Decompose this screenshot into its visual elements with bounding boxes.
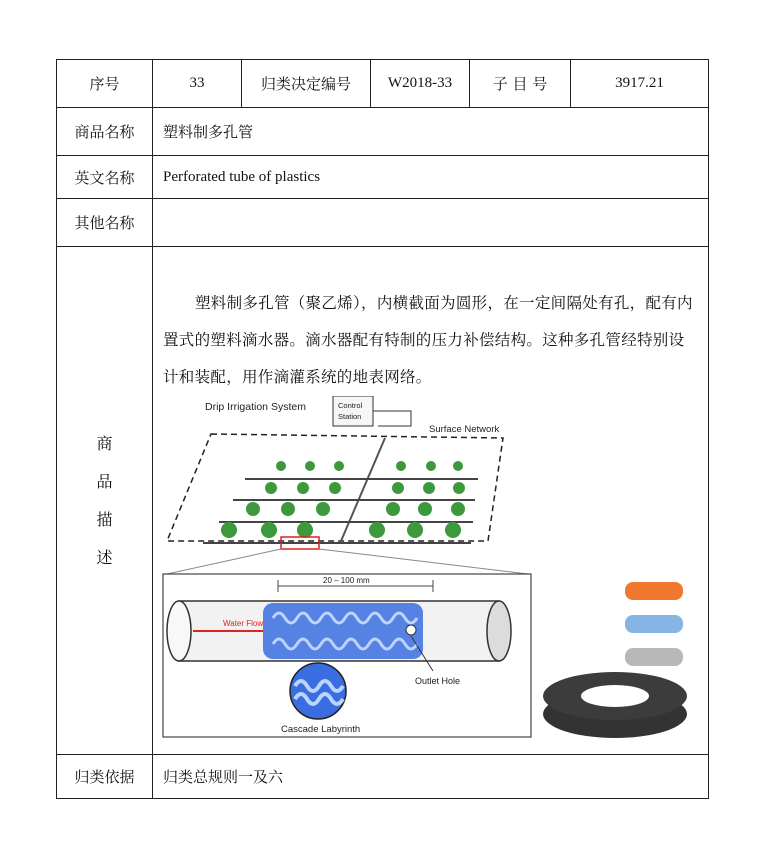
cascade-label: Cascade Labyrinth <box>281 724 361 735</box>
plant-icon <box>281 502 295 516</box>
other-value <box>153 199 709 247</box>
plant-icon <box>396 461 406 471</box>
control-line <box>373 411 411 426</box>
product-illustration <box>153 396 708 746</box>
other-label: 其他名称 <box>57 199 153 247</box>
gray-emitter <box>625 648 683 666</box>
emitter-body <box>263 603 423 659</box>
seq-label: 序号 <box>57 60 153 108</box>
plant-icon <box>329 482 341 494</box>
pipe-end <box>167 601 191 661</box>
outlet-hole-label: Outlet Hole <box>415 676 461 686</box>
plant-icon <box>418 502 432 516</box>
row-english <box>57 156 709 199</box>
plant-icon <box>297 522 313 538</box>
plant-icon <box>276 461 286 471</box>
plant-icon <box>386 502 400 516</box>
plant-icon <box>407 522 423 538</box>
decision-value: W2018-33 <box>371 60 470 108</box>
subheading-label: 子 目 号 <box>470 60 571 108</box>
plant-icon <box>334 461 344 471</box>
outlet-hole-icon <box>406 625 416 635</box>
plant-icon <box>297 482 309 494</box>
seq-value: 33 <box>153 60 242 108</box>
row-header <box>57 60 709 108</box>
plant-icon <box>445 522 461 538</box>
description-cell <box>153 247 709 755</box>
tube-coil-center <box>581 685 649 707</box>
water-flow-label: Water Flow <box>223 619 264 628</box>
plant-icon <box>221 522 237 538</box>
plant-icon <box>246 502 260 516</box>
plant-icon <box>423 482 435 494</box>
dimension-label: 20 – 100 mm <box>323 576 370 585</box>
plant-icon <box>369 522 385 538</box>
figure-title: Drip Irrigation System <box>205 401 306 413</box>
zoom-line <box>319 549 528 574</box>
row-basis <box>57 755 709 799</box>
control-station-label: Control <box>338 401 363 410</box>
row-name <box>57 108 709 156</box>
desc-label-char: 描 <box>96 509 113 529</box>
name-value: 塑料制多孔管 <box>153 108 709 156</box>
plant-icon <box>265 482 277 494</box>
english-value: Perforated tube of plastics <box>153 156 709 199</box>
orange-emitter <box>625 582 683 600</box>
desc-label-char: 述 <box>96 547 113 567</box>
description-text: 塑料制多孔管（聚乙烯），内横截面为圆形，在一定间隔处有孔，配有内置式的塑料滴水器。滴水器配有特制的压力补偿结构。这种多孔管经特别设计和装配，用作滴灌系统的地表网络。 <box>163 294 693 386</box>
plant-icon <box>453 482 465 494</box>
row-other <box>57 199 709 247</box>
drip-irrigation-figure <box>153 396 703 746</box>
plant-icon <box>426 461 436 471</box>
plant-icon <box>305 461 315 471</box>
plant-icon <box>316 502 330 516</box>
desc-label-char: 品 <box>96 471 113 491</box>
subheading-value: 3917.21 <box>571 60 709 108</box>
pipe-end <box>487 601 511 661</box>
basis-value: 归类总规则一及六 <box>153 755 709 799</box>
name-label: 商品名称 <box>57 108 153 156</box>
plant-icon <box>392 482 404 494</box>
decision-label: 归类决定编号 <box>242 60 371 108</box>
basis-label: 归类依据 <box>57 755 153 799</box>
zoom-line <box>167 549 281 574</box>
surface-network-label: Surface Network <box>429 424 500 435</box>
blue-emitter <box>625 615 683 633</box>
plant-icon <box>261 522 277 538</box>
plant-icon <box>451 502 465 516</box>
row-description <box>57 247 709 755</box>
description-label <box>57 247 153 755</box>
plant-icon <box>453 461 463 471</box>
desc-label-char: 商 <box>96 433 113 453</box>
control-station-label: Station <box>338 412 362 421</box>
classification-table <box>56 59 709 799</box>
english-label: 英文名称 <box>57 156 153 199</box>
